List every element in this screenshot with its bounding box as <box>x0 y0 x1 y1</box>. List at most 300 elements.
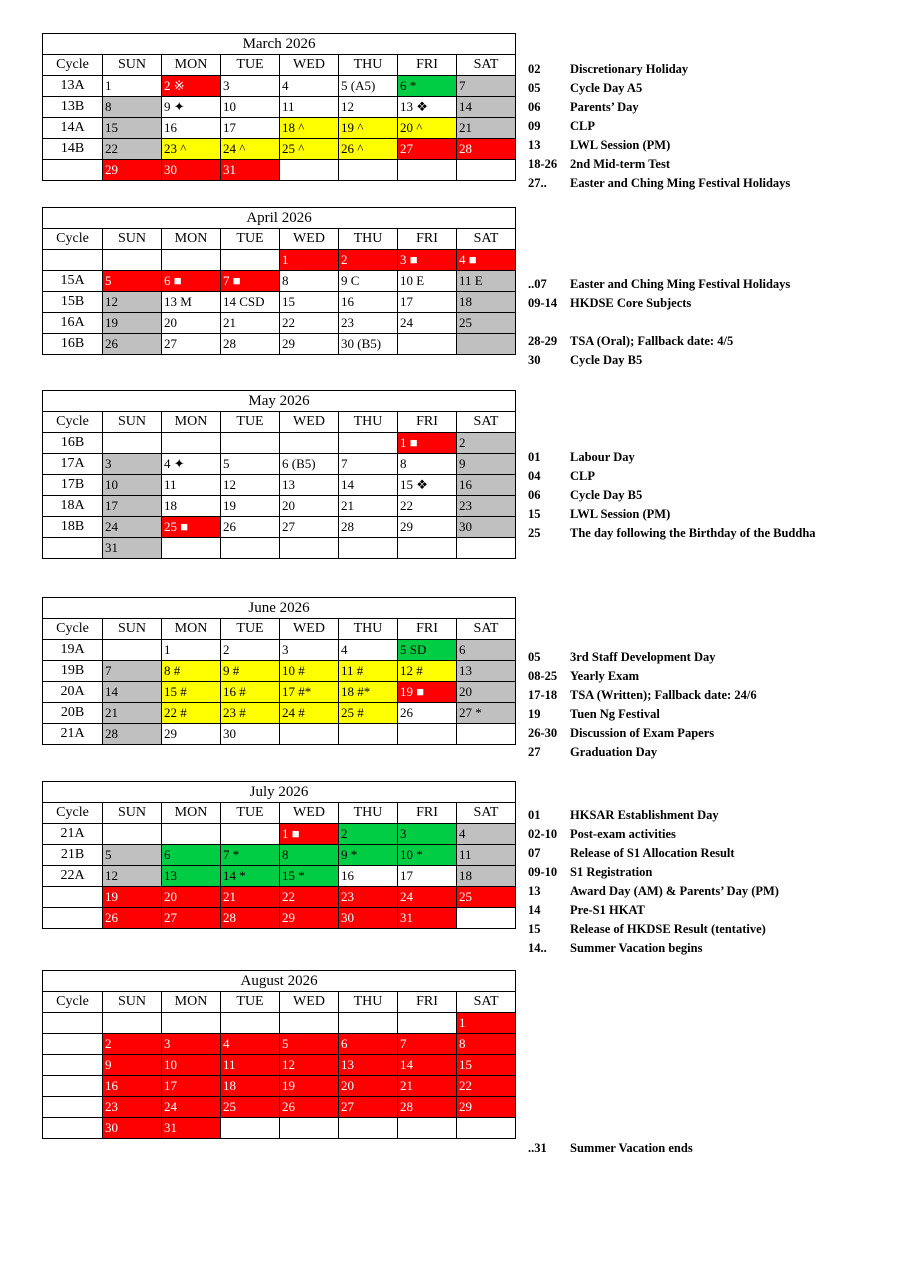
note-text: Easter and Ching Ming Festival Holidays <box>570 277 791 291</box>
note-text: Cycle Day B5 <box>570 488 643 502</box>
note-row <box>528 1139 878 1158</box>
day-cell: 2 ※ <box>162 76 221 97</box>
dow-header-sat: SAT <box>457 619 516 640</box>
dow-header-fri: FRI <box>398 992 457 1013</box>
day-cell: 14 * <box>221 866 280 887</box>
week-row <box>43 1013 516 1034</box>
note-row <box>528 686 878 705</box>
month-table <box>42 207 516 355</box>
day-cell: 1 ■ <box>398 433 457 454</box>
dow-header-sat: SAT <box>457 412 516 433</box>
day-cell: 4 <box>457 824 516 845</box>
day-cell: 21 <box>103 703 162 724</box>
note-text: Pre-S1 HKAT <box>570 903 645 917</box>
day-cell: 29 <box>280 908 339 929</box>
day-cell: 9 # <box>221 661 280 682</box>
day-cell: 26 ^ <box>339 139 398 160</box>
month-block <box>42 207 516 355</box>
day-cell: 25 <box>221 1097 280 1118</box>
cycle-cell: 16B <box>43 433 103 454</box>
day-cell: 3 <box>280 640 339 661</box>
day-cell: 11 <box>162 475 221 496</box>
note-text: Tuen Ng Festival <box>570 707 660 721</box>
day-cell: 13 ❖ <box>398 97 457 118</box>
day-cell: 31 <box>221 160 280 181</box>
cycle-cell: 21B <box>43 845 103 866</box>
cycle-cell: 20A <box>43 682 103 703</box>
day-cell: 1 <box>103 76 162 97</box>
cycle-cell <box>43 1118 103 1139</box>
cycle-cell <box>43 1055 103 1076</box>
cycle-cell: 16A <box>43 313 103 334</box>
day-cell: 16 <box>457 475 516 496</box>
week-row <box>43 139 516 160</box>
note-date: 14.. <box>528 941 547 955</box>
cycle-header: Cycle <box>43 229 103 250</box>
day-cell: 14 <box>103 682 162 703</box>
day-cell: 1 <box>280 250 339 271</box>
day-cell: 17 <box>162 1076 221 1097</box>
day-cell: 29 <box>280 334 339 355</box>
day-cell: 2 <box>103 1034 162 1055</box>
dow-header-thu: THU <box>339 992 398 1013</box>
day-cell: 20 <box>339 1076 398 1097</box>
note-text: Release of HKDSE Result (tentative) <box>570 922 766 936</box>
note-date: 05 <box>528 650 541 664</box>
cycle-cell: 22A <box>43 866 103 887</box>
note-row <box>528 724 878 743</box>
week-row <box>43 887 516 908</box>
day-cell: 20 <box>162 313 221 334</box>
cycle-cell <box>43 250 103 271</box>
note-text: Summer Vacation ends <box>570 1141 693 1155</box>
day-cell: 19 <box>221 496 280 517</box>
month-title: June 2026 <box>43 598 516 619</box>
day-cell: 3 <box>398 824 457 845</box>
dow-header-mon: MON <box>162 55 221 76</box>
day-cell: 28 <box>221 334 280 355</box>
day-cell: 16 <box>339 866 398 887</box>
day-cell: 7 <box>339 454 398 475</box>
dow-header-wed: WED <box>280 619 339 640</box>
note-date: 27.. <box>528 176 547 190</box>
note-date: 09 <box>528 119 541 133</box>
day-cell: 13 <box>457 661 516 682</box>
day-cell: 3 <box>221 76 280 97</box>
day-cell: 17 <box>398 292 457 313</box>
dow-header-sat: SAT <box>457 55 516 76</box>
day-cell: 9 C <box>339 271 398 292</box>
note-date: 09-14 <box>528 296 558 310</box>
note-date: 13 <box>528 884 541 898</box>
cycle-header: Cycle <box>43 803 103 824</box>
day-cell: 8 <box>103 97 162 118</box>
day-cell-empty <box>221 538 280 559</box>
month-title: July 2026 <box>43 782 516 803</box>
note-date: 02-10 <box>528 827 558 841</box>
dow-header-thu: THU <box>339 229 398 250</box>
day-cell: 21 <box>221 887 280 908</box>
day-cell: 12 <box>280 1055 339 1076</box>
dow-header-wed: WED <box>280 412 339 433</box>
cycle-cell <box>43 538 103 559</box>
day-cell: 18 <box>162 496 221 517</box>
week-row <box>43 724 516 745</box>
week-row <box>43 76 516 97</box>
week-row <box>43 160 516 181</box>
dow-header-wed: WED <box>280 229 339 250</box>
cycle-cell <box>43 1076 103 1097</box>
note-row <box>528 844 878 863</box>
cycle-cell: 21A <box>43 724 103 745</box>
day-cell: 30 <box>103 1118 162 1139</box>
cycle-cell <box>43 1034 103 1055</box>
day-cell: 31 <box>398 908 457 929</box>
day-cell-empty <box>457 724 516 745</box>
day-cell-empty <box>457 160 516 181</box>
day-cell: 27 * <box>457 703 516 724</box>
day-cell: 8 <box>280 271 339 292</box>
day-cell-empty <box>280 1013 339 1034</box>
week-row <box>43 661 516 682</box>
day-cell: 12 <box>103 866 162 887</box>
day-cell: 30 <box>457 517 516 538</box>
day-cell: 19 ^ <box>339 118 398 139</box>
day-cell: 12 <box>103 292 162 313</box>
note-row <box>528 155 878 174</box>
note-text: CLP <box>570 469 595 483</box>
dow-header-mon: MON <box>162 803 221 824</box>
week-row <box>43 250 516 271</box>
day-cell: 11 <box>457 845 516 866</box>
day-cell: 29 <box>457 1097 516 1118</box>
day-cell: 31 <box>103 538 162 559</box>
day-cell: 4 <box>339 640 398 661</box>
note-text: Summer Vacation begins <box>570 941 703 955</box>
dow-header-fri: FRI <box>398 619 457 640</box>
note-date: 05 <box>528 81 541 95</box>
day-cell: 15 # <box>162 682 221 703</box>
day-cell: 17 #* <box>280 682 339 703</box>
dow-header-fri: FRI <box>398 229 457 250</box>
day-cell-empty <box>103 640 162 661</box>
day-cell-empty <box>339 538 398 559</box>
note-date: 19 <box>528 707 541 721</box>
cycle-cell: 13A <box>43 76 103 97</box>
dow-header-sat: SAT <box>457 803 516 824</box>
note-date: 07 <box>528 846 541 860</box>
dow-header-wed: WED <box>280 55 339 76</box>
note-row <box>528 648 878 667</box>
day-cell-empty <box>103 1013 162 1034</box>
week-row <box>43 313 516 334</box>
week-row <box>43 334 516 355</box>
day-cell: 28 <box>398 1097 457 1118</box>
day-cell: 5 <box>280 1034 339 1055</box>
month-block <box>42 390 516 559</box>
day-cell: 15 <box>280 292 339 313</box>
day-cell: 5 <box>103 271 162 292</box>
dow-header-mon: MON <box>162 412 221 433</box>
day-cell: 29 <box>398 517 457 538</box>
day-cell: 24 <box>398 887 457 908</box>
day-cell-empty <box>398 160 457 181</box>
dow-header-thu: THU <box>339 412 398 433</box>
note-text: Parents’ Day <box>570 100 639 114</box>
cycle-cell: 18A <box>43 496 103 517</box>
day-cell: 6 <box>457 640 516 661</box>
note-row <box>528 939 878 958</box>
month-title: August 2026 <box>43 971 516 992</box>
month-notes <box>528 648 878 762</box>
day-cell: 2 <box>221 640 280 661</box>
day-cell: 18 ^ <box>280 118 339 139</box>
day-cell: 28 <box>339 517 398 538</box>
day-cell: 2 <box>457 433 516 454</box>
day-cell: 26 <box>103 908 162 929</box>
note-date: 26-30 <box>528 726 558 740</box>
day-cell: 9 * <box>339 845 398 866</box>
note-date: 04 <box>528 469 541 483</box>
day-cell: 18 <box>221 1076 280 1097</box>
day-cell: 3 <box>162 1034 221 1055</box>
day-cell: 10 <box>162 1055 221 1076</box>
day-cell: 12 <box>221 475 280 496</box>
day-cell: 22 <box>280 887 339 908</box>
month-table <box>42 390 516 559</box>
month-table <box>42 781 516 929</box>
week-row <box>43 703 516 724</box>
day-cell: 2 <box>339 824 398 845</box>
dow-header-sat: SAT <box>457 992 516 1013</box>
day-cell: 28 <box>103 724 162 745</box>
note-date: 02 <box>528 62 541 76</box>
month-block <box>42 781 516 929</box>
day-cell: 5 SD <box>398 640 457 661</box>
day-cell: 17 <box>103 496 162 517</box>
day-cell-empty <box>162 1013 221 1034</box>
dow-header-mon: MON <box>162 229 221 250</box>
day-cell: 10 <box>221 97 280 118</box>
day-cell-empty <box>221 1118 280 1139</box>
cycle-cell: 20B <box>43 703 103 724</box>
note-date: 08-25 <box>528 669 558 683</box>
day-cell: 20 <box>162 887 221 908</box>
day-cell: 18 #* <box>339 682 398 703</box>
note-text: Yearly Exam <box>570 669 640 683</box>
day-cell: 26 <box>398 703 457 724</box>
note-row <box>528 863 878 882</box>
dow-header-tue: TUE <box>221 619 280 640</box>
day-cell: 26 <box>221 517 280 538</box>
day-cell: 25 <box>457 887 516 908</box>
note-date: 27 <box>528 745 541 759</box>
month-block <box>42 970 516 1139</box>
note-row <box>528 117 878 136</box>
cycle-header: Cycle <box>43 619 103 640</box>
day-cell: 4 <box>221 1034 280 1055</box>
week-row <box>43 271 516 292</box>
week-row <box>43 866 516 887</box>
day-cell: 14 <box>339 475 398 496</box>
note-row <box>528 351 878 370</box>
day-cell: 18 <box>457 866 516 887</box>
day-cell-empty <box>398 1013 457 1034</box>
day-cell: 6 <box>339 1034 398 1055</box>
day-cell: 12 # <box>398 661 457 682</box>
dow-header-sun: SUN <box>103 55 162 76</box>
cycle-cell <box>43 160 103 181</box>
dow-header-fri: FRI <box>398 412 457 433</box>
cycle-cell: 14B <box>43 139 103 160</box>
dow-header-thu: THU <box>339 619 398 640</box>
note-row <box>528 505 878 524</box>
week-row <box>43 682 516 703</box>
week-row <box>43 845 516 866</box>
note-date: 18-26 <box>528 157 558 171</box>
cycle-cell <box>43 887 103 908</box>
cycle-cell: 15A <box>43 271 103 292</box>
day-cell: 30 <box>221 724 280 745</box>
day-cell: 24 <box>398 313 457 334</box>
note-text: HKDSE Core Subjects <box>570 296 692 310</box>
day-cell: 23 <box>103 1097 162 1118</box>
dow-header-tue: TUE <box>221 55 280 76</box>
day-cell: 24 <box>103 517 162 538</box>
cycle-cell: 21A <box>43 824 103 845</box>
day-cell: 28 <box>221 908 280 929</box>
day-cell-empty <box>162 538 221 559</box>
week-row <box>43 1118 516 1139</box>
dow-header-wed: WED <box>280 992 339 1013</box>
note-date: 14 <box>528 903 541 917</box>
dow-header-sun: SUN <box>103 803 162 824</box>
day-cell: 15 ❖ <box>398 475 457 496</box>
day-cell-empty <box>162 824 221 845</box>
week-row <box>43 496 516 517</box>
note-row <box>528 825 878 844</box>
note-row <box>528 79 878 98</box>
note-text: Award Day (AM) & Parents’ Day (PM) <box>570 884 779 898</box>
day-cell: 11 E <box>457 271 516 292</box>
day-cell: 22 <box>398 496 457 517</box>
note-spacer <box>528 313 878 332</box>
dow-header-tue: TUE <box>221 803 280 824</box>
note-text: Cycle Day B5 <box>570 353 643 367</box>
day-cell-empty <box>457 334 516 355</box>
note-date: 15 <box>528 922 541 936</box>
day-cell: 21 <box>457 118 516 139</box>
day-cell-empty <box>339 724 398 745</box>
day-cell: 19 <box>103 313 162 334</box>
dow-header-mon: MON <box>162 992 221 1013</box>
dow-header-tue: TUE <box>221 992 280 1013</box>
cycle-cell <box>43 1097 103 1118</box>
day-cell: 11 # <box>339 661 398 682</box>
week-row <box>43 118 516 139</box>
note-text: Release of S1 Allocation Result <box>570 846 735 860</box>
note-row <box>528 806 878 825</box>
day-cell: 15 * <box>280 866 339 887</box>
month-table <box>42 970 516 1139</box>
cycle-cell: 17B <box>43 475 103 496</box>
note-text: LWL Session (PM) <box>570 138 671 152</box>
day-cell: 16 # <box>221 682 280 703</box>
day-cell: 17 <box>221 118 280 139</box>
note-text: Easter and Ching Ming Festival Holidays <box>570 176 791 190</box>
day-cell: 1 <box>457 1013 516 1034</box>
week-row <box>43 517 516 538</box>
week-row <box>43 824 516 845</box>
day-cell: 14 CSD <box>221 292 280 313</box>
cycle-cell: 19B <box>43 661 103 682</box>
week-row <box>43 454 516 475</box>
week-row <box>43 1034 516 1055</box>
day-cell-empty <box>221 433 280 454</box>
day-cell: 25 ■ <box>162 517 221 538</box>
note-date: 06 <box>528 488 541 502</box>
dow-header-sun: SUN <box>103 412 162 433</box>
month-table <box>42 33 516 181</box>
day-cell: 8 # <box>162 661 221 682</box>
note-row <box>528 136 878 155</box>
cycle-cell <box>43 908 103 929</box>
note-date: ..31 <box>528 1141 547 1155</box>
day-cell: 23 <box>339 313 398 334</box>
day-cell: 4 <box>280 76 339 97</box>
week-row <box>43 640 516 661</box>
note-text: Graduation Day <box>570 745 658 759</box>
day-cell: 30 <box>339 908 398 929</box>
day-cell-empty <box>280 433 339 454</box>
day-cell-empty <box>339 160 398 181</box>
note-text: Discussion of Exam Papers <box>570 726 715 740</box>
dow-header-sun: SUN <box>103 229 162 250</box>
day-cell: 6 (B5) <box>280 454 339 475</box>
day-cell-empty <box>457 908 516 929</box>
note-text: CLP <box>570 119 595 133</box>
day-cell: 20 ^ <box>398 118 457 139</box>
day-cell: 9 <box>457 454 516 475</box>
cycle-header: Cycle <box>43 412 103 433</box>
day-cell-empty <box>280 1118 339 1139</box>
note-date: 17-18 <box>528 688 558 702</box>
dow-header-thu: THU <box>339 55 398 76</box>
week-row <box>43 292 516 313</box>
day-cell: 23 ^ <box>162 139 221 160</box>
day-cell: 9 <box>103 1055 162 1076</box>
dow-header-tue: TUE <box>221 412 280 433</box>
day-cell: 2 <box>339 250 398 271</box>
day-cell: 6 <box>162 845 221 866</box>
note-row <box>528 667 878 686</box>
day-cell: 21 <box>221 313 280 334</box>
day-cell: 10 <box>103 475 162 496</box>
day-cell: 16 <box>339 292 398 313</box>
day-cell: 13 <box>339 1055 398 1076</box>
note-row <box>528 174 878 193</box>
day-cell: 6 ■ <box>162 271 221 292</box>
day-cell: 8 <box>457 1034 516 1055</box>
day-cell: 14 <box>398 1055 457 1076</box>
day-cell: 8 <box>398 454 457 475</box>
dow-header-sun: SUN <box>103 619 162 640</box>
dow-header-thu: THU <box>339 803 398 824</box>
day-cell: 16 <box>103 1076 162 1097</box>
month-notes <box>528 806 878 958</box>
day-cell-empty <box>162 250 221 271</box>
note-row <box>528 920 878 939</box>
